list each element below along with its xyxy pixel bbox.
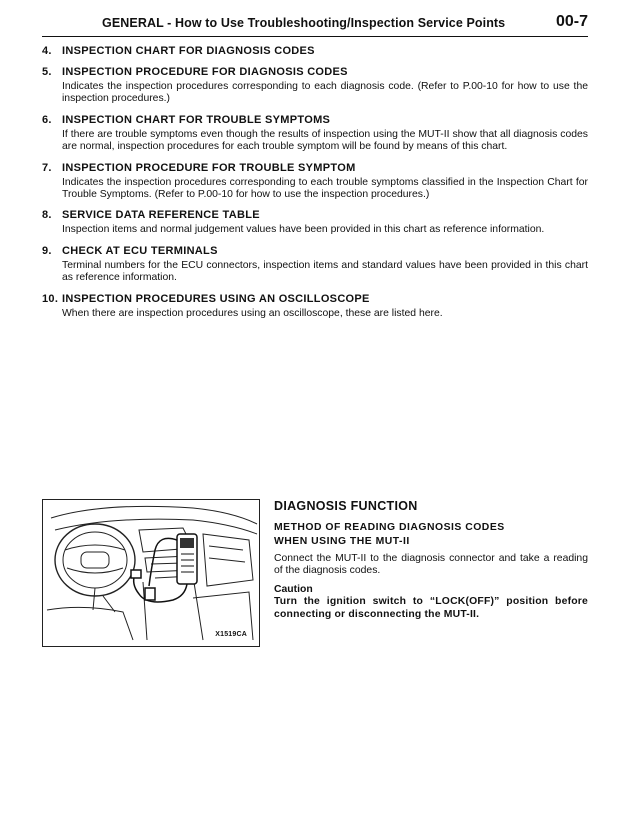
dashboard-diagram xyxy=(43,500,260,647)
section-number: 7. xyxy=(42,161,52,174)
diagnosis-subtitle: WHEN USING THE MUT-II xyxy=(274,536,410,547)
section-6 xyxy=(42,113,588,154)
section-body: When there are inspection procedures using an oscilloscope, these are listed here. xyxy=(62,307,443,319)
section-8 xyxy=(42,208,588,236)
section-number: 8. xyxy=(42,209,52,222)
mut-ii-connection-illustration xyxy=(42,499,260,647)
section-title: INSPECTION PROCEDURE FOR TROUBLE SYMPTOM xyxy=(62,161,356,174)
section-number: 6. xyxy=(42,113,52,126)
section-body: If there are trouble symptoms even though the results of inspection using the MUT-II show that all diagnosis codes are normal, inspection procedures for each trouble symptom will be found by means of this chart. xyxy=(62,128,588,153)
section-number: 4. xyxy=(42,45,52,57)
section-list xyxy=(42,44,588,327)
section-4 xyxy=(42,44,588,58)
section-title: INSPECTION PROCEDURE FOR DIAGNOSIS CODES xyxy=(62,66,348,78)
section-body: Inspection items and normal judgement values have been provided in this chart as reference information. xyxy=(62,224,545,236)
section-body: Indicates the inspection procedures corresponding to each trouble symptoms classified in the Inspection Chart for Trouble Symptoms. (Refer to P.00-10 for how to use the inspection procedures.) xyxy=(62,176,588,201)
section-title: INSPECTION CHART FOR TROUBLE SYMPTOMS xyxy=(62,113,331,126)
section-title: INSPECTION CHART FOR DIAGNOSIS CODES xyxy=(62,45,315,57)
figure-code: X1519CA xyxy=(215,631,247,638)
section-number: 10. xyxy=(42,292,59,305)
section-9 xyxy=(42,244,588,285)
section-title: SERVICE DATA REFERENCE TABLE xyxy=(62,209,260,222)
section-7 xyxy=(42,161,588,202)
diagnosis-subtitle: METHOD OF READING DIAGNOSIS CODES xyxy=(274,522,505,533)
section-10 xyxy=(42,292,588,320)
section-title: CHECK AT ECU TERMINALS xyxy=(62,244,218,257)
page-title: GENERAL - How to Use Troubleshooting/Inspection Service Points xyxy=(102,16,506,30)
page-header xyxy=(42,10,588,37)
section-number: 9. xyxy=(42,244,52,257)
diagnosis-body: Connect the MUT-II to the diagnosis connector and take a reading of the diagnosis codes. xyxy=(274,553,588,577)
section-body: Indicates the inspection procedures corresponding to each diagnosis code. (Refer to P.00-10 for how to use the inspection procedures.) xyxy=(62,81,588,105)
caution-label: Caution xyxy=(274,583,313,595)
diagnosis-function-section xyxy=(274,499,588,621)
section-body: Terminal numbers for the ECU connectors, inspection items and standard values have been provided in this chart as reference information. xyxy=(62,259,588,284)
section-number: 5. xyxy=(42,66,52,78)
section-title: INSPECTION PROCEDURES USING AN OSCILLOSCOPE xyxy=(62,292,370,305)
section-5 xyxy=(42,65,588,106)
page-number: 00-7 xyxy=(555,13,588,30)
caution-text: Turn the ignition switch to “LOCK(OFF)” position before connecting or disconnecting the MUT-II. xyxy=(274,596,588,620)
diagnosis-title: DIAGNOSIS FUNCTION xyxy=(274,499,418,513)
